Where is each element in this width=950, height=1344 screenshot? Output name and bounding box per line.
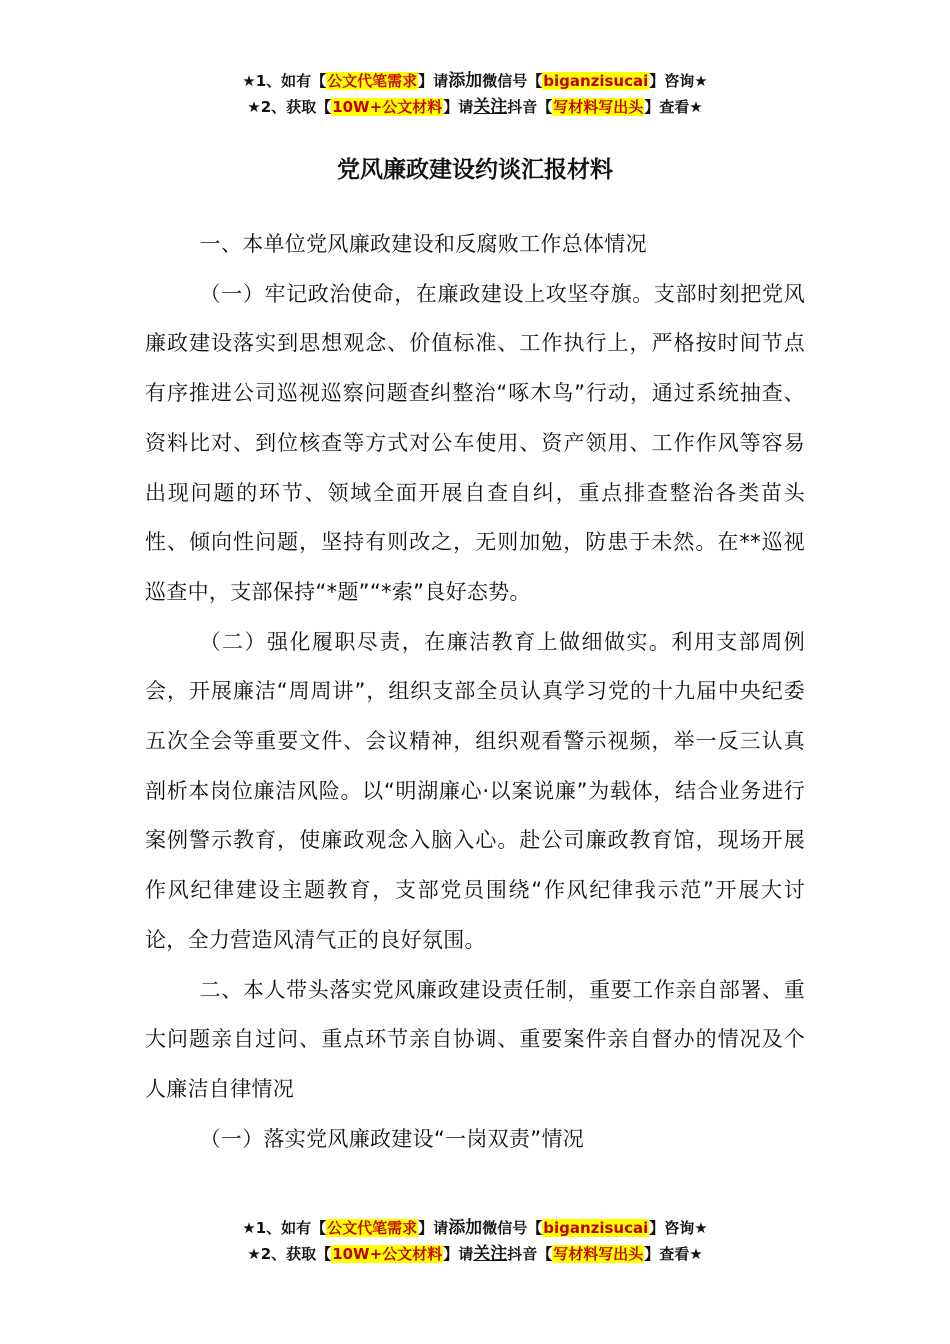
banner-highlight: 10W+公文材料 xyxy=(332,98,443,116)
section-heading: 一、本单位党风廉政建设和反腐败工作总体情况 xyxy=(199,232,647,256)
subsection-heading: （一）落实党风廉政建设“一岗双责”情况 xyxy=(199,1126,585,1151)
banner-emphasis: 关注 xyxy=(473,97,508,117)
paragraph: （二）强化履职尽责，在廉洁教育上做细做实。利用支部周例会，开展廉洁“周周讲”，组织支部全员认真学习党的十九届中央纪委五次全会等重要文件、会议精神，组织观看警示视频，举一反三认真剖析本岗位廉洁风险。以“明湖廉心·以案说廉”为载体，结合业务进行案例警示教育，使廉政观念入脑入心。赴公司廉政教育馆，现场开展作风纪律建设主题教育，支部党员围绕“作风纪律我示范”开展大讨论，全力营造风清气正的良好氛围。 xyxy=(145,629,805,952)
banner-highlight-douyin: 写材料写出头 xyxy=(553,98,644,116)
banner-text: ★1、如有【 xyxy=(242,72,327,90)
banner-text: ★2、获取【 xyxy=(247,1245,332,1263)
header-banner xyxy=(0,68,950,120)
banner-text: 】请 xyxy=(443,98,474,116)
banner-emphasis: 添加 xyxy=(448,1218,483,1238)
banner-text: ★2、获取【 xyxy=(247,98,332,116)
banner-highlight: 公文代笔需求 xyxy=(327,1219,418,1237)
banner-line-2 xyxy=(0,94,950,120)
banner-line-2 xyxy=(0,1241,950,1267)
banner-text: ★1、如有【 xyxy=(242,1219,327,1237)
document-body xyxy=(145,220,805,1164)
banner-text: 】咨询★ xyxy=(649,72,708,90)
footer-banner xyxy=(0,1215,950,1267)
banner-text: 】请 xyxy=(418,1219,449,1237)
banner-emphasis: 关注 xyxy=(473,1244,508,1264)
banner-text: 抖音【 xyxy=(507,98,553,116)
banner-text: 微信号【 xyxy=(482,72,543,90)
banner-emphasis: 添加 xyxy=(448,71,483,91)
banner-line-1 xyxy=(0,1215,950,1241)
document-title: 党风廉政建设约谈汇报材料 xyxy=(337,157,613,183)
banner-text: 】请 xyxy=(418,72,449,90)
banner-line-1 xyxy=(0,68,950,94)
banner-highlight-douyin: 写材料写出头 xyxy=(553,1245,644,1263)
banner-text: 】查看★ xyxy=(644,1245,703,1263)
banner-highlight-wechat: biganzisucai xyxy=(543,1219,649,1237)
section-heading: 二、本人带头落实党风廉政建设责任制，重要工作亲自部署、重大问题亲自过问、重点环节亲自协调、重要案件亲自督办的情况及个人廉洁自律情况 xyxy=(145,977,805,1101)
banner-text: 抖音【 xyxy=(507,1245,553,1263)
banner-highlight: 公文代笔需求 xyxy=(327,72,418,90)
paragraph: （一）牢记政治使命，在廉政建设上攻坚夺旗。支部时刻把党风廉政建设落实到思想观念、价值标准、工作执行上，严格按时间节点有序推进公司巡视巡察问题查纠整治“啄木鸟”行动，通过系统抽查、资料比对、到位核查等方式对公车使用、资产领用、工作作风等容易出现问题的环节、领域全面开展自查自纠，重点排查整治各类苗头性、倾向性问题，坚持有则改之，无则加勉，防患于未然。在**巡视巡查中，支部保持“*题”“*索”良好态势。 xyxy=(145,281,805,604)
banner-highlight-wechat: biganzisucai xyxy=(543,72,649,90)
banner-text: 】查看★ xyxy=(644,98,703,116)
banner-text: 】请 xyxy=(443,1245,474,1263)
banner-text: 】咨询★ xyxy=(649,1219,708,1237)
banner-highlight: 10W+公文材料 xyxy=(332,1245,443,1263)
banner-text: 微信号【 xyxy=(482,1219,543,1237)
